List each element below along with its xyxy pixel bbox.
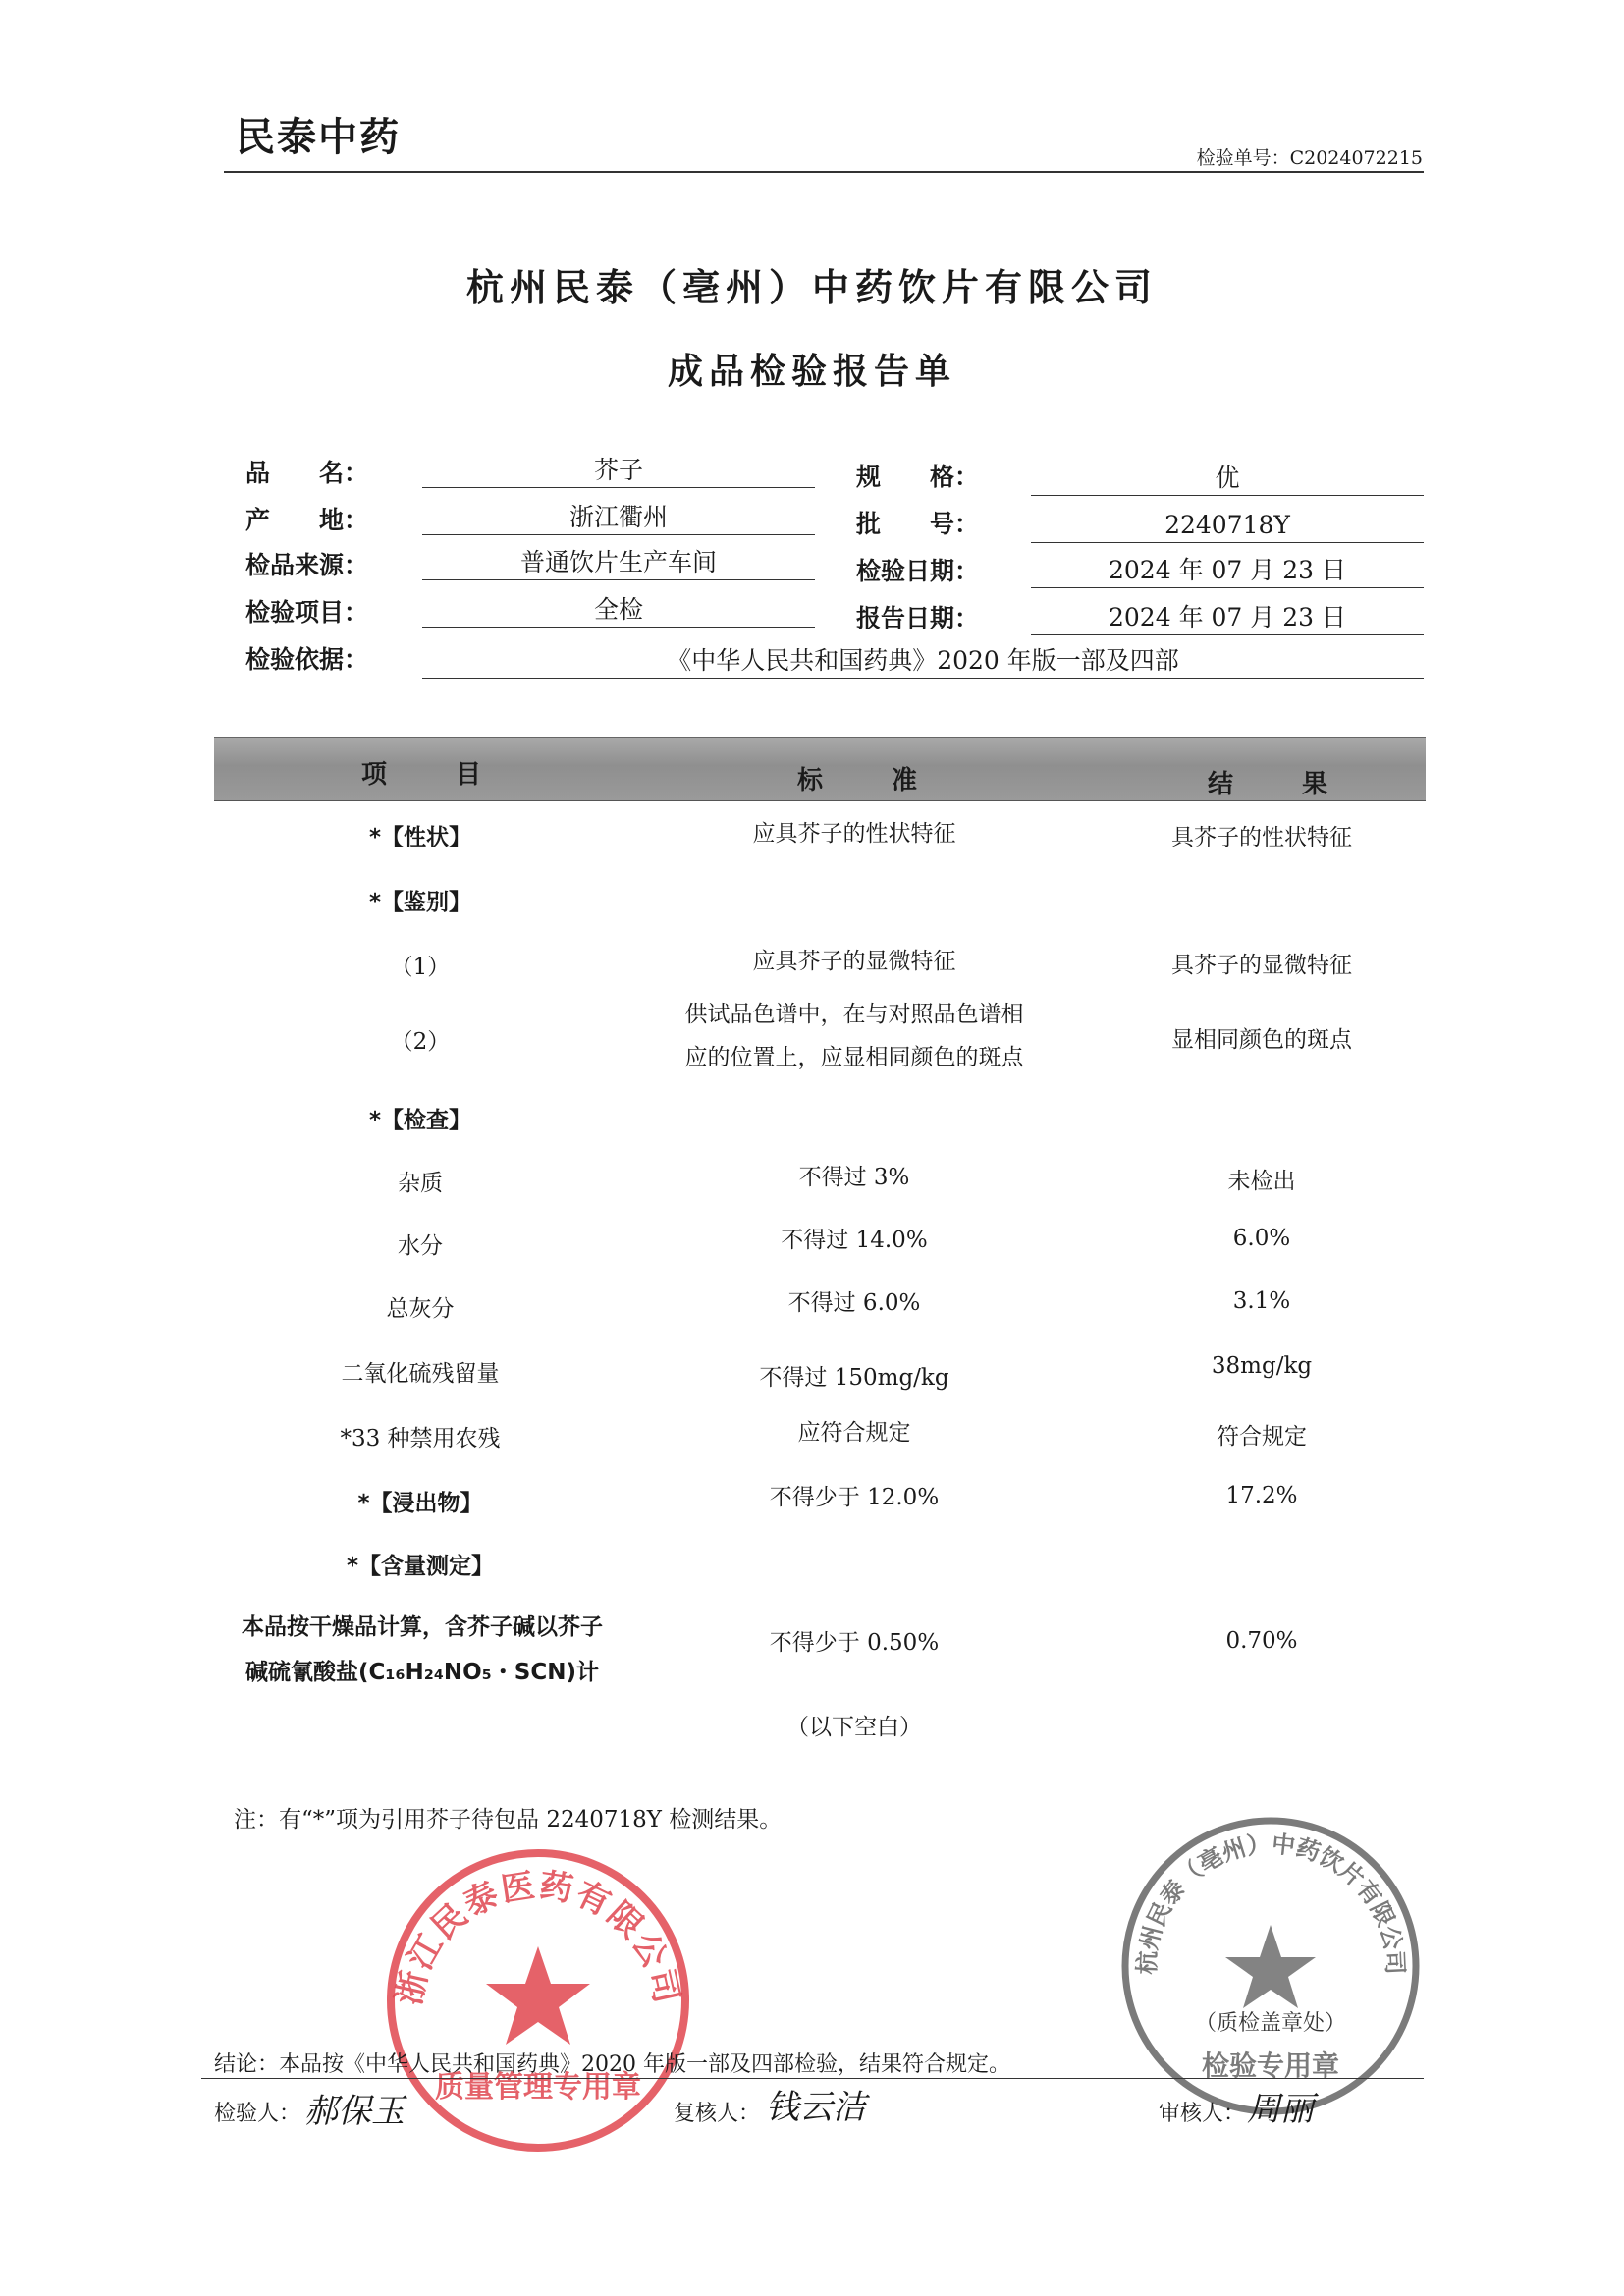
footnote: 注：有“*”项为引用芥子待包品 2240718Y 检测结果。: [234, 1807, 783, 1832]
table-row-result: 0.70%: [1225, 1628, 1298, 1654]
approver-signature: 周丽: [1247, 2090, 1314, 2129]
table-row-item: *33 种禁用农残: [340, 1426, 501, 1451]
table-row-result: 3.1%: [1232, 1288, 1291, 1314]
table-row-item: （1）: [390, 955, 451, 980]
report-date-value: 2024 年 07 月 23 日: [1031, 601, 1424, 635]
table-row-item: 二氧化硫残留量: [341, 1361, 500, 1387]
table-row-standard: 不得少于 0.50%: [769, 1630, 940, 1656]
source-value: 普通饮片生产车间: [422, 546, 815, 580]
table-row-item: *【检查】: [368, 1108, 472, 1133]
inspector-label: 检验人：: [214, 2102, 301, 2126]
company-logo: 民泰中药: [236, 115, 401, 160]
table-row-result: 38mg/kg: [1211, 1353, 1313, 1379]
table-row-item: （2）: [390, 1029, 451, 1055]
gray-inspection-seal: [1116, 1812, 1426, 2121]
table-row-result: 显相同颜色的斑点: [1171, 1027, 1352, 1053]
header-item: 项 目: [361, 760, 504, 790]
table-row-standard: 不得少于 12.0%: [769, 1485, 940, 1510]
doc-number: 检验单号：C2024072215: [1196, 147, 1423, 169]
approver-label: 审核人：: [1159, 2102, 1246, 2126]
basis-label: 检验依据：: [245, 645, 369, 674]
blank-note: （以下空白）: [786, 1715, 922, 1740]
table-row-item: *【含量测定】: [346, 1554, 495, 1579]
table-row-result: 具芥子的性状特征: [1171, 825, 1352, 850]
table-row-standard: 不得过 3%: [798, 1165, 910, 1190]
origin-value: 浙江衢州: [422, 501, 815, 535]
source-label: 检品来源：: [245, 551, 369, 579]
report-title: 成品检验报告单: [667, 352, 956, 392]
table-row-standard: 应符合规定: [797, 1420, 911, 1446]
star-icon: [486, 1946, 590, 2045]
table-row-result: 17.2%: [1225, 1483, 1298, 1508]
table-row-standard: 供试品色谱中，在与对照品色谱相: [684, 1002, 1024, 1027]
table-row-standard-line2: 应的位置上，应显相同颜色的斑点: [684, 1045, 1024, 1070]
inspect-date-label: 检验日期：: [856, 557, 980, 585]
table-row-standard: 不得过 150mg/kg: [759, 1365, 949, 1391]
table-row-item-line2: 碱硫氰酸盐(C₁₆H₂₄NO₅・SCN)计: [244, 1660, 599, 1685]
table-row-item: *【浸出物】: [357, 1491, 483, 1516]
name-value: 芥子: [422, 454, 815, 488]
red-seal-text: 浙江民泰医药有限公司: [389, 1866, 687, 2009]
batch-value: 2240718Y: [1031, 509, 1424, 543]
gray-seal-subtext: 检验专用章: [1201, 2050, 1340, 2082]
conclusion: 结论：本品按《中华人民共和国药典》2020 年版一部及四部检验，结果符合规定。: [214, 2052, 1010, 2077]
table-row-standard: 应具芥子的性状特征: [752, 821, 956, 847]
table-row-item: *【性状】: [368, 825, 472, 850]
header-standard: 标 准: [797, 766, 940, 795]
table-row-item: *【鉴别】: [368, 890, 472, 915]
gray-seal-mid: （质检盖章处）: [1194, 2011, 1347, 2036]
table-row-result: 6.0%: [1232, 1226, 1291, 1251]
header-divider: [224, 171, 1424, 173]
red-quality-seal: [381, 1843, 695, 2158]
star-icon: [1225, 1925, 1316, 2008]
table-row-standard: 不得过 14.0%: [781, 1228, 928, 1253]
spec-label: 规 格：: [856, 463, 980, 491]
company-title: 杭州民泰（亳州）中药饮片有限公司: [465, 266, 1158, 309]
item-value: 全检: [422, 593, 815, 628]
basis-value: 《中华人民共和国药典》2020 年版一部及四部: [422, 644, 1424, 679]
table-row-result: 具芥子的显微特征: [1171, 953, 1352, 978]
table-row-item: 本品按干燥品计算，含芥子碱以芥子: [242, 1614, 603, 1640]
header-result: 结 果: [1208, 770, 1350, 799]
spec-value: 优: [1031, 462, 1424, 496]
origin-label: 产 地：: [245, 506, 369, 534]
table-row-result: 未检出: [1227, 1169, 1296, 1194]
table-row-standard: 不得过 6.0%: [787, 1290, 921, 1316]
table-row-standard: 应具芥子的显微特征: [752, 949, 956, 974]
gray-seal-text: 杭州民泰（亳州）中药饮片有限公司: [1133, 1830, 1409, 1976]
conclusion-divider: [201, 2078, 1424, 2079]
batch-label: 批 号：: [856, 510, 980, 538]
reviewer-label: 复核人：: [674, 2102, 761, 2126]
table-row-item: 杂质: [398, 1171, 443, 1196]
inspector-signature: 郝保玉: [304, 2092, 405, 2131]
inspect-date-value: 2024 年 07 月 23 日: [1031, 554, 1424, 588]
table-row-item: 水分: [398, 1233, 443, 1259]
reviewer-signature: 钱云洁: [766, 2088, 866, 2127]
report-date-label: 报告日期：: [856, 604, 980, 632]
red-seal-subtext: 质量管理专用章: [435, 2070, 641, 2105]
item-label: 检验项目：: [245, 598, 369, 627]
table-row-result: 符合规定: [1217, 1424, 1307, 1449]
table-row-item: 总灰分: [386, 1296, 455, 1322]
name-label: 品 名：: [245, 459, 369, 487]
